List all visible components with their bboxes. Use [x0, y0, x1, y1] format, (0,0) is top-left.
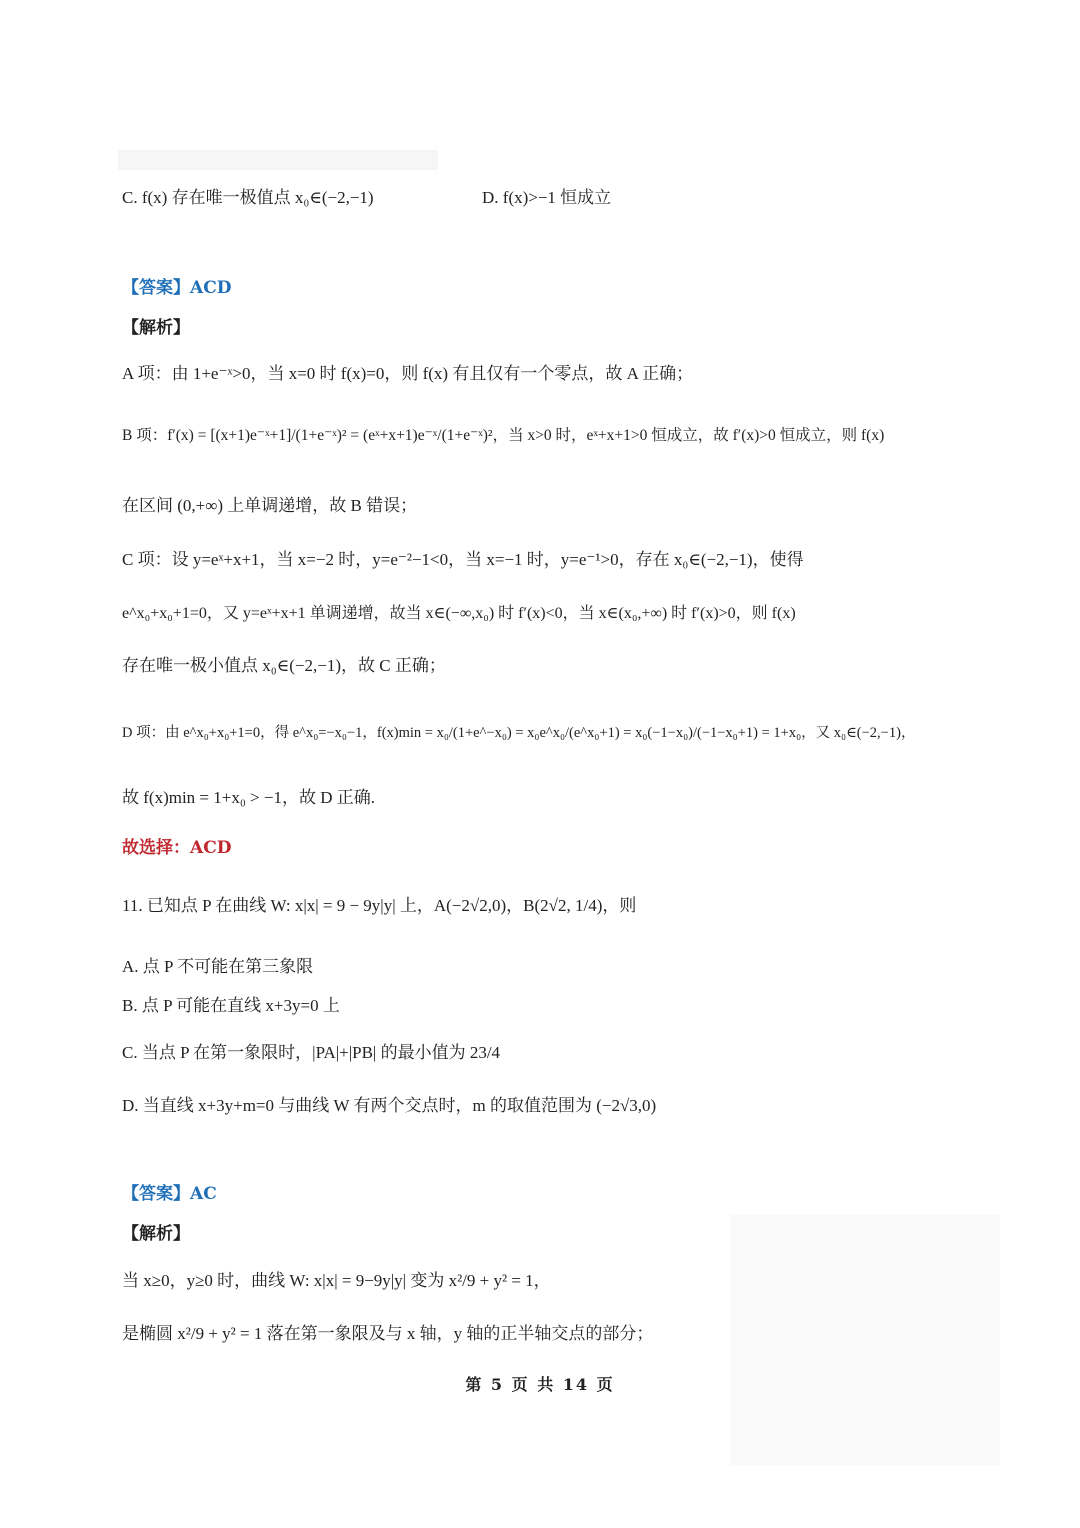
question-11: 11. 已知点 P 在曲线 W: x|x| = 9 − 9y|y| 上，A(−2√2,0)，B(2√2, 1/4)，则 — [122, 896, 637, 915]
question-11-option-c: C. 当点 P 在第一象限时，|PA|+|PB| 的最小值为 23/4 — [122, 1043, 501, 1062]
choice-line: 故选择：ACD — [122, 838, 232, 858]
page-footer: 第 5 页 共 14 页 — [465, 1375, 615, 1394]
solution-b: B 项：f′(x) = [(x+1)e⁻ˣ+1]/(1+e⁻ˣ)² = (eˣ+x+1)e⁻ˣ/(1+e⁻ˣ)²，当 x>0 时，eˣ+x+1>0 恒成立，故 f′(x)>0 恒成立，则 f(x) — [122, 427, 885, 444]
solution-c-cont2: 存在唯一极小值点 x₀∈(−2,−1)，故 C 正确； — [122, 656, 446, 675]
solution-d-cont: 故 f(x)min = 1+x₀ > −1，故 D 正确. — [122, 788, 375, 807]
option-c: C. f(x) 存在唯一极值点 x₀∈(−2,−1) — [122, 188, 374, 207]
solution-c: C 项：设 y=eˣ+x+1，当 x=−2 时，y=e⁻²−1<0，当 x=−1 时，y=e⁻¹>0，存在 x₀∈(−2,−1)，使得 — [122, 550, 804, 569]
question-11-option-a: A. 点 P 不可能在第三象限 — [122, 957, 314, 976]
solution-line-2: 是椭圆 x²/9 + y² = 1 落在第一象限及与 x 轴，y 轴的正半轴交点的部分； — [122, 1324, 654, 1343]
question-11-option-d: D. 当直线 x+3y+m=0 与曲线 W 有两个交点时，m 的取值范围为 (−2√3,0) — [122, 1096, 657, 1115]
answer-label-2: 【答案】AC — [122, 1184, 217, 1204]
solution-a: A 项：由 1+e⁻ˣ>0，当 x=0 时 f(x)=0，则 f(x) 有且仅有一个零点，故 A 正确； — [122, 364, 694, 383]
solution-b-cont: 在区间 (0,+∞) 上单调递增，故 B 错误； — [122, 496, 418, 515]
analysis-label: 【解析】 — [122, 318, 190, 338]
scan-artifact — [118, 150, 438, 170]
scan-artifact — [730, 1215, 1000, 1465]
solution-line-1: 当 x≥0，y≥0 时，曲线 W: x|x| = 9−9y|y| 变为 x²/9 + y² = 1， — [122, 1271, 551, 1290]
answer-label: 【答案】ACD — [122, 278, 232, 298]
option-d: D. f(x)>−1 恒成立 — [482, 188, 612, 207]
question-11-option-b: B. 点 P 可能在直线 x+3y=0 上 — [122, 996, 340, 1015]
solution-c-cont: e^x₀+x₀+1=0，又 y=eˣ+x+1 单调递增，故当 x∈(−∞,x₀) 时 f′(x)<0，当 x∈(x₀,+∞) 时 f′(x)>0，则 f(x) — [122, 605, 796, 622]
solution-d: D 项：由 e^x₀+x₀+1=0，得 e^x₀=−x₀−1，f(x)min = x₀/(1+e^−x₀) = x₀e^x₀/(e^x₀+1) = x₀(−1−x₀)/(−1−x₀+1) = 1+x₀，又 x₀∈(−2,−1)， — [122, 725, 916, 741]
analysis-label-2: 【解析】 — [122, 1224, 190, 1244]
